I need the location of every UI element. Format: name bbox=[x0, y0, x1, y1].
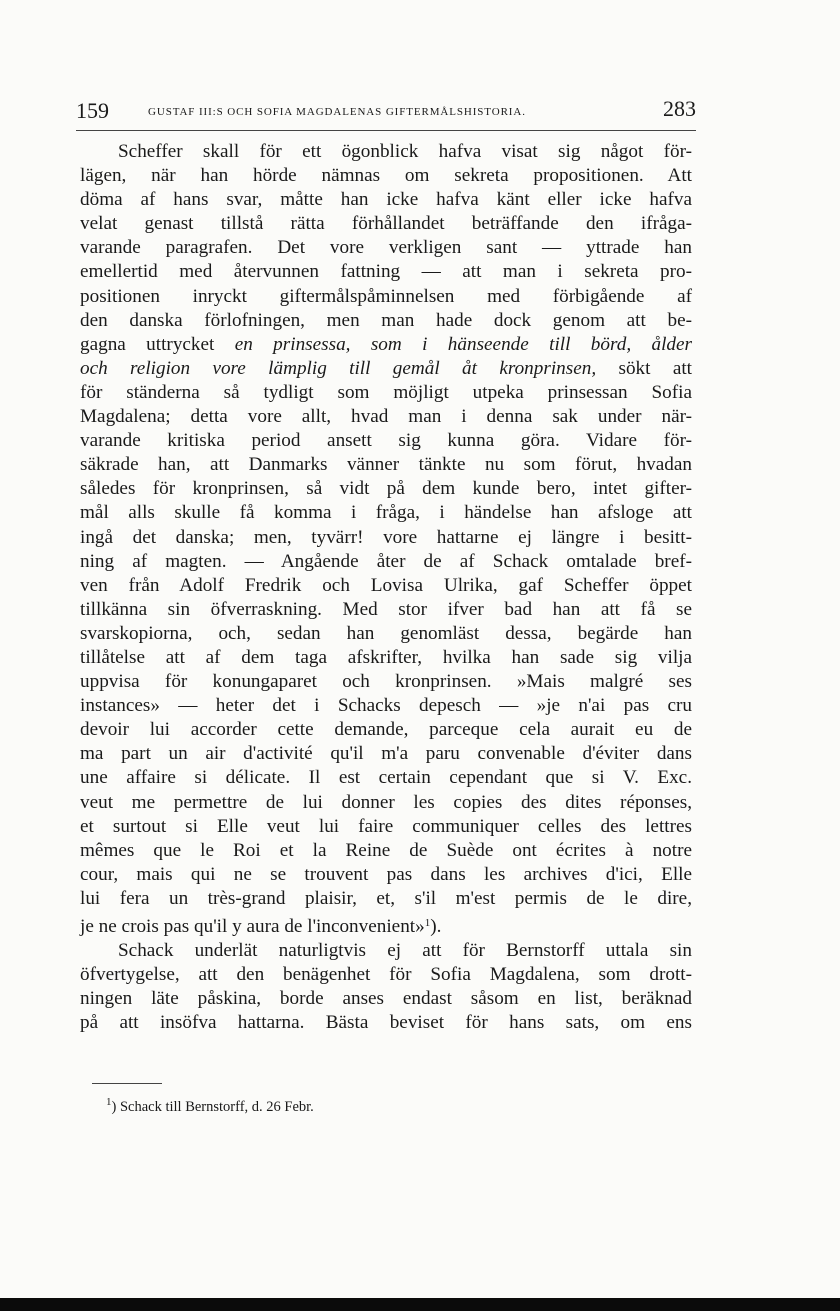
page-number-left: 159 bbox=[76, 98, 109, 123]
text-line: tillåtelse att af dem taga afskrifter, hvilka han sade sig vilja bbox=[80, 646, 692, 668]
text-line: uppvisa för konungaparet och kronprinsen. »Mais malgré ses bbox=[80, 671, 692, 693]
text-line: varande paragrafen. Det vore verkligen sant — yttrade han bbox=[80, 237, 692, 259]
text-run: gagna uttrycket bbox=[80, 333, 235, 355]
text-run: sökt att bbox=[596, 357, 692, 379]
text-line bbox=[80, 357, 692, 381]
text-line: Magdalena; detta vore allt, hvad man i denna sak under när- bbox=[80, 406, 692, 428]
italic-phrase: och religion vore lämplig till gemål åt kronprinsen, bbox=[80, 357, 597, 379]
text-line: mêmes que le Roi et la Reine de Suède ont écrites à notre bbox=[80, 839, 692, 861]
text-line: ven från Adolf Fredrik och Lovisa Ulrika, gaf Scheffer öppet bbox=[80, 574, 692, 596]
text-line: Schack underlät naturligtvis ej att för Bernstorff uttala sin bbox=[118, 940, 692, 962]
text-run: ). bbox=[430, 916, 442, 937]
running-title: GUSTAF III:S OCH SOFIA MAGDALENAS GIFTERMÅLSHISTORIA. bbox=[148, 106, 526, 118]
text-line: den danska förlofningen, men man hade dock genom att be- bbox=[80, 309, 692, 331]
text-line: för ständerna så tydligt som möjligt utpeka prinsessan Sofia bbox=[80, 381, 692, 403]
text-line: säkrade han, att Danmarks vänner tänkte nu som förut, hvadan bbox=[80, 454, 692, 476]
text-line: Scheffer skall för ett ögonblick hafva visat sig något för- bbox=[118, 141, 692, 162]
body-text bbox=[80, 140, 692, 1035]
text-line: ning af magten. — Angående åter de af Schack omtalade bref- bbox=[80, 550, 692, 572]
text-line: positionen inryckt giftermålspåminnelsen med förbigående af bbox=[80, 285, 692, 307]
text-line: cour, mais qui ne se trouvent pas dans les archives d'ici, Elle bbox=[80, 863, 692, 885]
text-line bbox=[80, 911, 692, 939]
footnote-ref: 1 bbox=[424, 917, 431, 929]
text-run: je ne crois pas qu'il y aura de l'inconvenient» bbox=[80, 916, 425, 937]
text-line: varande kritiska period ansett sig kunna göra. Vidare för- bbox=[80, 430, 692, 452]
text-line: lui fera un très-grand plaisir, et, s'il m'est permis de le dire, bbox=[80, 887, 692, 909]
page-number-right: 283 bbox=[663, 96, 696, 121]
text-line: ningen läte påskina, borde anses endast såsom en list, beräknad bbox=[80, 988, 692, 1010]
paragraph-1 bbox=[80, 140, 692, 939]
text-line: velat genast tillstå rätta förhållandet beträffande den ifråga- bbox=[80, 213, 692, 235]
text-line: svarskopiorna, och, sedan han genomläst dessa, begärde han bbox=[80, 622, 692, 644]
text-line: döma af hans svar, måtte han icke hafva känt eller icke hafva bbox=[80, 189, 692, 211]
text-line: tillkänna sin öfverraskning. Med stor ifver bad han att få se bbox=[80, 598, 692, 620]
header-rule bbox=[76, 130, 696, 131]
scan-bottom-edge bbox=[0, 1298, 840, 1311]
text-line: ma part un air d'activité qu'il m'a paru convenable d'éviter dans bbox=[80, 743, 692, 765]
text-line: lägen, när han hörde nämnas om sekreta propositionen. Att bbox=[80, 165, 692, 187]
footnote-text: ) Schack till Bernstorff, d. 26 Febr. bbox=[111, 1099, 314, 1115]
footnote-marker: 1 bbox=[106, 1096, 112, 1108]
text-line bbox=[80, 333, 692, 357]
text-line: devoir lui accorder cette demande, parceque cela aurait eu de bbox=[80, 719, 692, 741]
page-header bbox=[76, 98, 696, 128]
footnote-rule bbox=[92, 1083, 162, 1084]
footnote bbox=[106, 1096, 314, 1116]
text-line: instances» — heter det i Schacks depesch — »je n'ai pas cru bbox=[80, 695, 692, 717]
text-line: mål alls skulle få komma i fråga, i händelse han afsloge att bbox=[80, 502, 692, 524]
text-line: på att insöfva hattarna. Bästa beviset för hans sats, om ens bbox=[80, 1012, 692, 1034]
text-line: et surtout si Elle veut lui faire communiquer celles des lettres bbox=[80, 815, 692, 837]
text-line: öfvertygelse, att den benägenhet för Sofia Magdalena, som drott- bbox=[80, 964, 692, 986]
paragraph-2 bbox=[80, 939, 692, 1035]
text-line: veut me permettre de lui donner les copies des dites réponses, bbox=[80, 791, 692, 813]
text-line: således för kronprinsen, så vidt på dem kunde bero, intet gifter- bbox=[80, 478, 692, 500]
italic-phrase: en prinsessa, som i hänseende till börd, ålder bbox=[234, 333, 692, 355]
text-line: ingå det danska; men, tyvärr! vore hattarne ej längre i besitt- bbox=[80, 526, 692, 548]
text-line: une affaire si délicate. Il est certain cependant que si V. Exc. bbox=[80, 767, 692, 789]
text-line: emellertid med återvunnen fattning — att man i sekreta pro- bbox=[80, 261, 692, 283]
